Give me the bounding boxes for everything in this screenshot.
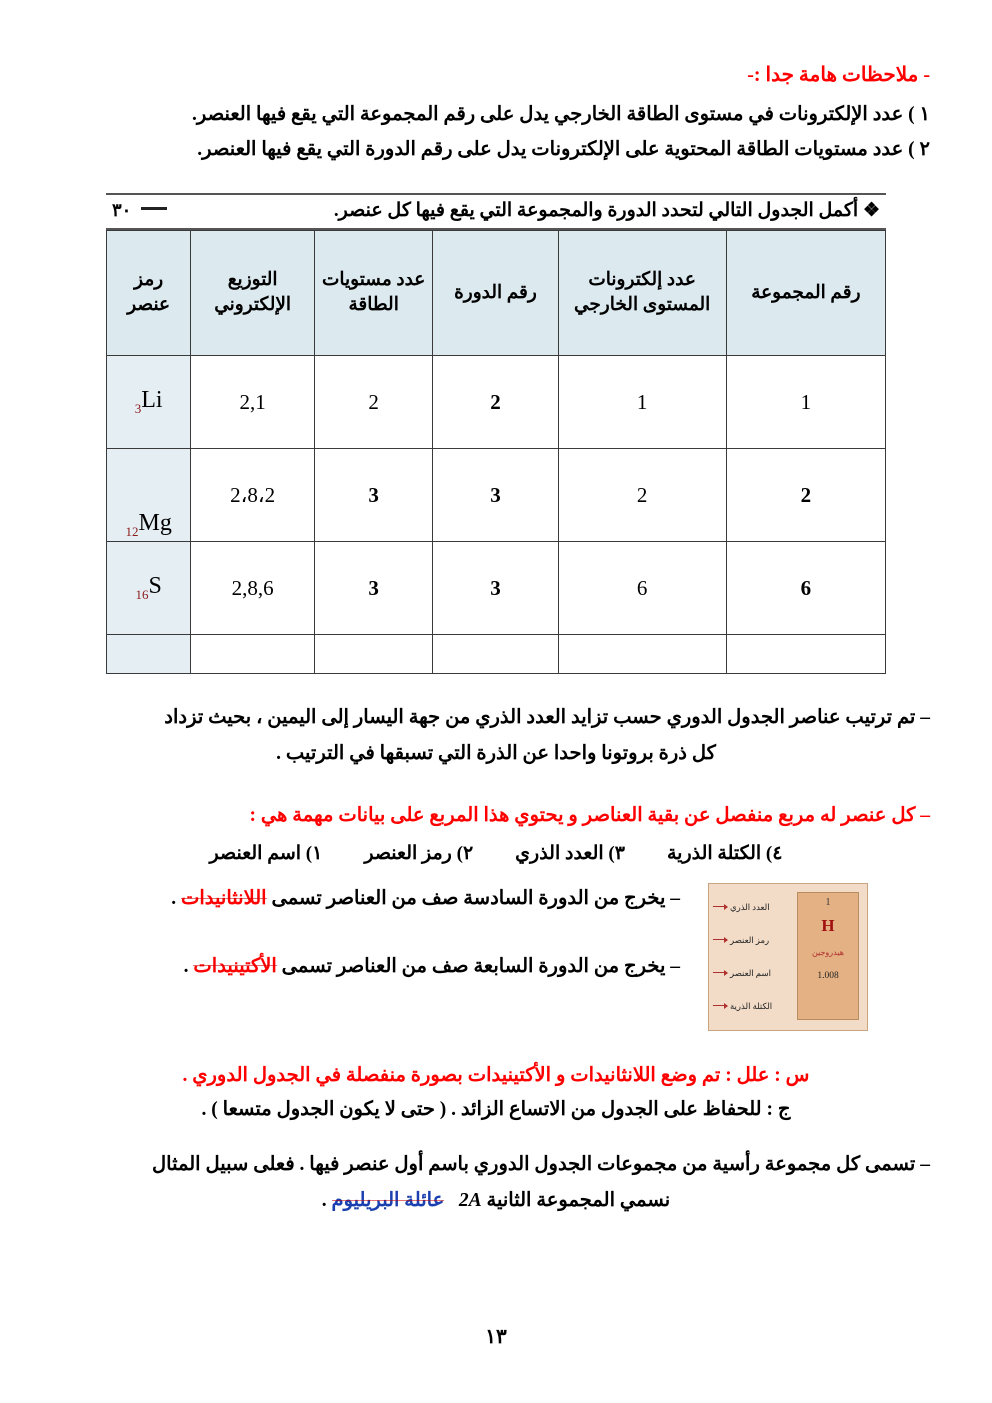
cell-period-number: 2 [433, 356, 558, 449]
paragraph-family-naming-line-1: – تسمى كل مجموعة رأسية من مجموعات الجدول الدوري باسم أول عنصر فيها . فعلى سبيل المثال [151, 1154, 930, 1176]
table-row [107, 542, 886, 635]
paragraph-atomic-order-line-1: – تم ترتيب عناصر الجدول الدوري حسب تزايد العدد الذري من جهة اليسار إلى اليمين ، بحيث تزداد [164, 707, 930, 729]
element-box-item-name: ١) اسم العنصر [209, 843, 323, 865]
header-energy-levels: عدد مستويات الطاقة [314, 231, 432, 356]
cell-empty [191, 635, 315, 674]
lanthanides-line [62, 883, 680, 914]
paragraph-element-box: – كل عنصر له مربع منفصل عن بقية العناصر و يحتوي هذا المربع على بيانات مهمة هي : [249, 805, 930, 827]
header-period-number: رقم الدورة [433, 231, 558, 356]
note-line-1: ١ ) عدد الإلكترونات في مستوى الطاقة الخارجي يدل على رقم المجموعة التي يقع فيها العنصر. [191, 104, 930, 125]
element-symbol-text: S [148, 573, 162, 600]
element-card-figure-row [62, 883, 930, 1043]
element-atomic-number: 3 [134, 401, 142, 417]
element-box-item-atomic-mass: ٤) الكتلة الذرية [666, 843, 783, 865]
table-row [107, 449, 886, 542]
actinides-line [62, 951, 680, 982]
cell-outer-electrons: 1 [558, 356, 726, 449]
header-electron-config: التوزيع الإلكتروني [191, 231, 315, 356]
cell-outer-electrons: 6 [558, 542, 726, 635]
arrow-right-icon [713, 1005, 727, 1006]
cell-element-symbol [107, 542, 191, 635]
cell-element-symbol [107, 449, 191, 542]
cell-electron-config: 2,8,6 [191, 542, 315, 635]
card-label-name-text: اسم العنصر [730, 967, 771, 978]
element-symbol-text: Mg [138, 510, 172, 537]
answer-line: ج : للحفاظ على الجدول من الاتساع الزائد . ( حتى لا يكون الجدول متسعا ) . [201, 1099, 791, 1121]
card-name: هيدروجين [811, 948, 844, 958]
table-block [106, 193, 886, 674]
element-symbol [125, 510, 172, 540]
caption-page-number: ٣٠ [112, 200, 132, 221]
cell-group-number: 6 [726, 542, 885, 635]
lanthanides-line-text: – يخرج من الدورة السادسة صف من العناصر تسمى [271, 888, 680, 910]
element-card-inner-box [797, 892, 859, 1020]
card-label-atomic-number-text: العدد الذري [730, 901, 770, 912]
table-caption: ❖ أكمل الجدول التالي لتحدد الدورة والمجموعة التي يقع فيها كل عنصر. [333, 200, 880, 222]
cell-energy-levels: 2 [314, 356, 432, 449]
family-naming-end: . [321, 1190, 327, 1212]
arrow-right-icon [713, 939, 727, 940]
paragraph-atomic-order-line-2: كل ذرة بروتونا واحدا عن الذرة التي تسبقها في الترتيب . [276, 743, 716, 765]
element-card-figure [708, 883, 868, 1031]
cell-period-number: 3 [433, 449, 558, 542]
table-caption-row [106, 193, 886, 230]
question-line: س : علل : تم وضع اللانثانيدات و الأكتينيدات بصورة منفصلة في الجدول الدوري . [182, 1065, 810, 1087]
page-number: ١٣ [485, 1326, 507, 1348]
cell-empty [314, 635, 432, 674]
card-label-symbol [713, 923, 791, 956]
cell-energy-levels: 3 [314, 542, 432, 635]
note-line-2: ٢ ) عدد مستويات الطاقة المحتوية على الإلكترونات يدل على رقم الدورة التي يقع فيها العنصر. [197, 139, 930, 161]
card-label-mass [713, 989, 791, 1022]
lanthanide-actinide-lines [62, 883, 680, 981]
header-outer-electrons: عدد إلكترونات المستوى الخارجي [558, 231, 726, 356]
cell-element-symbol [107, 356, 191, 449]
element-box-item-atomic-number: ٣) العدد الذري [515, 843, 625, 865]
caption-page-marker [112, 200, 167, 221]
header-element-symbol: رمز عنصر [107, 231, 191, 356]
paragraph-family-naming [62, 1147, 930, 1219]
arrow-right-icon [713, 972, 727, 973]
card-label-atomic-number [713, 890, 791, 923]
lanthanides-answer: اللانثانيدات [181, 888, 267, 910]
group-symbol-2a: 2A [458, 1190, 482, 1212]
cell-electron-config: 2,1 [191, 356, 315, 449]
actinides-answer: الأكتينيدات [193, 955, 277, 977]
card-mass: 1.008 [817, 971, 839, 982]
element-symbol [135, 573, 162, 603]
cell-electron-config: 2،8،2 [191, 449, 315, 542]
table-row-empty [107, 635, 886, 674]
card-label-mass-text: الكتلة الذرية [730, 1000, 773, 1011]
dash-icon [141, 207, 167, 210]
actinides-line-end: . [183, 955, 189, 977]
element-box-item-symbol: ٢) رمز العنصر [364, 843, 474, 865]
lanthanides-line-end: . [171, 888, 177, 910]
card-atomic-number: 1 [825, 897, 831, 909]
periodic-exercise-table [106, 230, 886, 674]
header-group-number: رقم المجموعة [726, 231, 885, 356]
card-label-name [713, 956, 791, 989]
element-atomic-number: 12 [125, 524, 139, 540]
table-row [107, 356, 886, 449]
cell-group-number: 2 [726, 449, 885, 542]
notes-heading: - ملاحظات هامة جدا :- [747, 64, 930, 86]
cell-period-number: 3 [433, 542, 558, 635]
element-box-items [62, 842, 930, 865]
element-card-labels [713, 890, 791, 1022]
card-symbol: H [821, 916, 835, 936]
cell-empty [726, 635, 885, 674]
table-header-row [107, 231, 886, 356]
paragraph-family-naming-line-2 [62, 1183, 930, 1219]
cell-empty [558, 635, 726, 674]
actinides-line-text: – يخرج من الدورة السابعة صف من العناصر تسمى [281, 955, 680, 977]
beryllium-family-answer: عائلة البريليوم [331, 1190, 445, 1212]
table-body [107, 356, 886, 674]
cell-outer-electrons: 2 [558, 449, 726, 542]
table-head [107, 231, 886, 356]
arrow-right-icon [713, 906, 727, 907]
family-naming-text: نسمي المجموعة الثانية [486, 1190, 671, 1212]
element-symbol [134, 387, 163, 417]
cell-empty [107, 635, 191, 674]
cell-empty [433, 635, 558, 674]
cell-group-number: 1 [726, 356, 885, 449]
paragraph-atomic-order [62, 700, 930, 772]
element-symbol-text: Li [141, 387, 163, 414]
card-label-symbol-text: رمز العنصر [730, 934, 770, 945]
element-atomic-number: 16 [135, 587, 149, 603]
cell-energy-levels: 3 [314, 449, 432, 542]
page-content [62, 62, 930, 1220]
